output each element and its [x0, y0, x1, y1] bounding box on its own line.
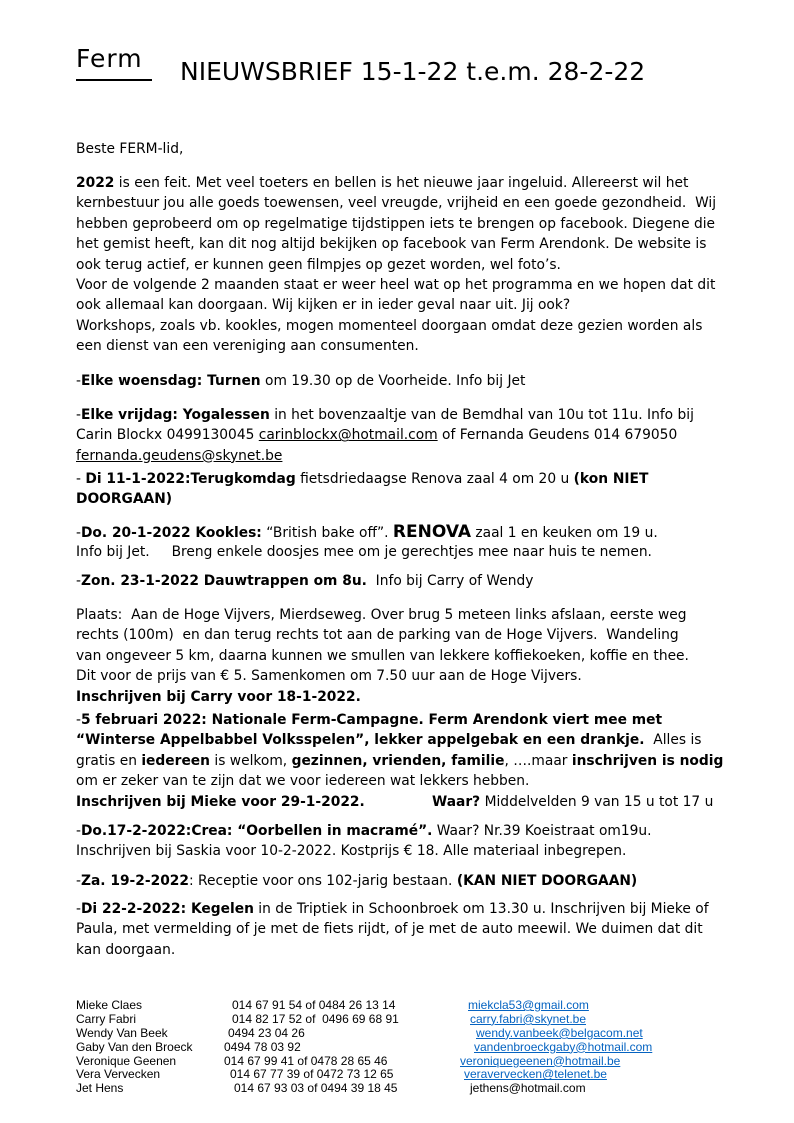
- paragraph: [76, 821, 652, 862]
- text: , ….maar: [504, 752, 572, 769]
- text: kernbestuur jou alle goeds toewensen, veel vreugde, vrijheid en een goede gezondheid. Wij: [76, 195, 717, 212]
- text: zaal 1 en keuken om 19 u.: [471, 525, 658, 541]
- text: Paula, met vermelding of je met de fiets rijdt, of je met de auto meewil. We duimen dat dit: [76, 921, 703, 938]
- text: is welkom,: [210, 752, 292, 769]
- text: Waar? Nr.39 Koeistraat om19u.: [432, 823, 652, 839]
- text: om er zeker van te zijn dat we voor iedereen wat lekkers hebben.: [76, 773, 530, 790]
- text-line: [76, 710, 723, 730]
- text: Middelvelden 9 van 15 u tot 17 u: [480, 793, 714, 810]
- text: -: [76, 901, 81, 917]
- text-line: [76, 821, 652, 841]
- text: Beste FERM-lid,: [76, 141, 184, 157]
- bold-text: 5 februari 2022: Nationale Ferm-Campagne. Ferm Arendonk viert mee met: [80, 712, 663, 728]
- ferm-logo: Ferm: [76, 44, 143, 73]
- text: : Receptie voor ons 102-jarig bestaan.: [189, 873, 457, 889]
- text-line: [76, 214, 716, 234]
- text-line: [76, 571, 533, 591]
- bold-text: 2022: [76, 175, 115, 191]
- bold-text: (KAN NIET DOORGAAN): [456, 873, 638, 889]
- contact-name: Veronique Geenen: [76, 1053, 177, 1068]
- paragraph: [76, 469, 648, 510]
- text: in het bovenzaaltje van de Bemdhal van 10u tot 11u. Info bij: [269, 407, 694, 423]
- text-line: [76, 542, 658, 562]
- text: in de Triptiek in Schoonbroek om 13.30 u. Inschrijven bij Mieke of: [253, 901, 709, 917]
- text: Plaats: Aan de Hoge Vijvers, Mierdseweg. Over brug 5 meteen links afslaan, eerste weg: [76, 607, 687, 623]
- text: het gemist heeft, kan dit nog altijd bekijken op facebook van Ferm Arendonk. De website is: [76, 236, 707, 253]
- paragraph: [76, 899, 709, 960]
- newsletter-title: NIEUWSBRIEF 15-1-22 t.e.m. 28-2-22: [180, 57, 646, 86]
- bold-text: Inschrijven bij Carry voor 18-1-2022.: [76, 688, 361, 705]
- text-line: [76, 234, 716, 254]
- email-link[interactable]: carinblockx@hotmail.com: [258, 427, 438, 444]
- bold-text: inschrijven is nodig: [571, 752, 724, 769]
- bold-text: Do. 20-1-2022 Kookles:: [80, 525, 262, 541]
- logo-underline: [76, 79, 152, 81]
- bold-text: Elke woensdag: Turnen: [80, 373, 261, 389]
- bold-text: Elke vrijdag: Yogalessen: [80, 407, 270, 423]
- text: fietsdriedaagse Renova zaal 4 om 20 u: [295, 471, 574, 487]
- text: is een feit. Met veel toeters en bellen is het nieuwe jaar ingeluid. Allereerst wil het: [114, 175, 689, 191]
- contact-email[interactable]: miekcla53@gmail.com: [468, 998, 589, 1012]
- text: Dit voor de prijs van € 5. Samenkomen om 7.50 uur aan de Hoge Vijvers.: [76, 668, 582, 685]
- text-line: [76, 940, 709, 960]
- bold-text: (kon NIET: [573, 471, 649, 487]
- text-line: [76, 173, 716, 193]
- paragraph: [76, 871, 637, 891]
- contact-email[interactable]: vandenbroeckgaby@hotmail.com: [474, 1039, 653, 1054]
- text: Info bij Carry of Wendy: [366, 573, 534, 589]
- contact-phone: 014 82 17 52 of 0496 69 68 91: [232, 1011, 399, 1026]
- text: -: [76, 373, 81, 389]
- text-line: [76, 316, 716, 336]
- text-line: [76, 469, 648, 489]
- paragraph: [76, 571, 533, 591]
- text-line: [76, 371, 525, 391]
- text: -: [76, 873, 81, 889]
- paragraph: [76, 173, 716, 357]
- text-line: [76, 666, 689, 686]
- text: Alles is: [644, 732, 702, 749]
- contact-phone: 014 67 99 41 of 0478 28 65 46: [224, 1053, 388, 1068]
- contact-phone: 0494 23 04 26: [228, 1025, 305, 1040]
- text: rechts (100m) en dan terug rechts tot aan de parking van de Hoge Vijvers. Wandeling: [76, 627, 679, 644]
- text-line: [76, 255, 716, 275]
- contact-name: Vera Vervecken: [76, 1067, 161, 1082]
- contact-phone: 014 67 91 54 of 0484 26 13 14: [232, 998, 396, 1012]
- contact-name: Jet Hens: [76, 1081, 124, 1096]
- contact-name: Gaby Van den Broeck: [76, 1039, 193, 1054]
- contact-phone: 014 67 77 39 of 0472 73 12 65: [230, 1067, 394, 1082]
- paragraph: [76, 371, 525, 391]
- text: hebben geprobeerd om op regelmatige tijdstippen iets te brengen op facebook. Diegene die: [76, 215, 716, 232]
- text-line: [76, 871, 637, 891]
- text-line: [76, 771, 723, 791]
- text: ook terug actief, er kunnen geen filmpjes op gezet worden, wel foto’s.: [76, 256, 561, 273]
- contact-email[interactable]: veravervecken@telenet.be: [464, 1067, 607, 1082]
- text-line: [76, 919, 709, 939]
- text-line: [76, 792, 723, 812]
- email-link[interactable]: fernanda.geudens@skynet.be: [76, 447, 283, 464]
- paragraph: [76, 605, 689, 707]
- text-line: [76, 405, 694, 425]
- text: Workshops, zoals vb. kookles, mogen momenteel doorgaan omdat deze gezien worden als: [76, 317, 703, 334]
- bold-text: Do.17-2-2022:Crea: “Oorbellen in macramé”.: [80, 823, 433, 839]
- text: -: [76, 823, 81, 839]
- text: -: [76, 712, 81, 728]
- paragraph: [76, 522, 658, 563]
- text: van ongeveer 5 km, daarna kunnen we smullen van lekkere koffiekoeken, koffie en thee.: [76, 647, 689, 664]
- text-line: [76, 446, 694, 466]
- text: kan doorgaan.: [76, 941, 176, 958]
- bold-text: Za. 19-2-2022: [80, 873, 189, 889]
- contact-email[interactable]: wendy.vanbeek@belgacom.net: [476, 1025, 643, 1040]
- bold-text: Di 22-2-2022: Kegelen: [80, 901, 254, 917]
- contact-email: jethens@hotmail.com: [470, 1081, 586, 1096]
- contact-name: Wendy Van Beek: [76, 1025, 168, 1040]
- text-line: [76, 899, 709, 919]
- bold-text: RENOVA: [392, 522, 471, 542]
- text-line: [76, 295, 716, 315]
- text: gratis en: [76, 752, 142, 769]
- text: Info bij Jet. Breng enkele doosjes mee om je gerechtjes mee naar huis te nemen.: [76, 544, 652, 561]
- text-line: [76, 336, 716, 356]
- contact-name: Mieke Claes: [76, 998, 143, 1012]
- text: “British bake off”.: [261, 525, 393, 541]
- text-line: [76, 489, 648, 509]
- bold-text: Di 11-1-2022:Terugkomdag: [85, 471, 296, 487]
- bold-text: “Winterse Appelbabbel Volksspelen”, lekker appelgebak en een drankje.: [76, 732, 645, 749]
- text: -: [76, 471, 86, 487]
- text-line: [76, 605, 689, 625]
- text-line: [76, 841, 652, 861]
- paragraph: [76, 710, 723, 812]
- contact-phone: 014 67 93 03 of 0494 39 18 45: [234, 1081, 398, 1096]
- text-line: [76, 625, 689, 645]
- text: -: [76, 407, 81, 423]
- text: Voor de volgende 2 maanden staat er weer heel wat op het programma en we hopen dat dit: [76, 276, 716, 293]
- contact-name: Carry Fabri: [76, 1011, 137, 1026]
- paragraph: [76, 139, 183, 159]
- text-line: [76, 730, 723, 750]
- text: Inschrijven bij Saskia voor 10-2-2022. Kostprijs € 18. Alle materiaal inbegrepen.: [76, 843, 627, 860]
- text: -: [76, 525, 81, 541]
- bold-text: gezinnen, vrienden, familie: [291, 752, 505, 769]
- bold-text: DOORGAAN): [76, 491, 173, 508]
- text: of Fernanda Geudens 014 679050: [437, 427, 678, 444]
- bold-text: iedereen: [141, 752, 210, 769]
- text-line: [76, 646, 689, 666]
- paragraph: [76, 405, 694, 466]
- bold-text: Zon. 23-1-2022 Dauwtrappen om 8u.: [80, 573, 367, 589]
- bold-text: Inschrijven bij Mieke voor 29-1-2022. Waar?: [76, 793, 481, 810]
- text: -: [76, 573, 81, 589]
- text-line: [76, 193, 716, 213]
- contact-email[interactable]: carry.fabri@skynet.be: [470, 1011, 586, 1026]
- text-line: [76, 275, 716, 295]
- text: een dienst van een vereniging aan consumenten.: [76, 338, 419, 355]
- contact-email[interactable]: veroniquegeenen@hotmail.be: [460, 1053, 621, 1068]
- contact-phone: 0494 78 03 92: [224, 1039, 301, 1054]
- text-line: [76, 522, 658, 542]
- text: ook allemaal kan doorgaan. Wij kijken er in ieder geval naar uit. Jij ook?: [76, 297, 571, 314]
- text-line: [76, 687, 689, 707]
- text-line: [76, 139, 183, 159]
- text-line: [76, 751, 723, 771]
- text: Carin Blockx 0499130045: [76, 427, 259, 444]
- text-line: [76, 425, 694, 445]
- text: om 19.30 op de Voorheide. Info bij Jet: [260, 373, 526, 389]
